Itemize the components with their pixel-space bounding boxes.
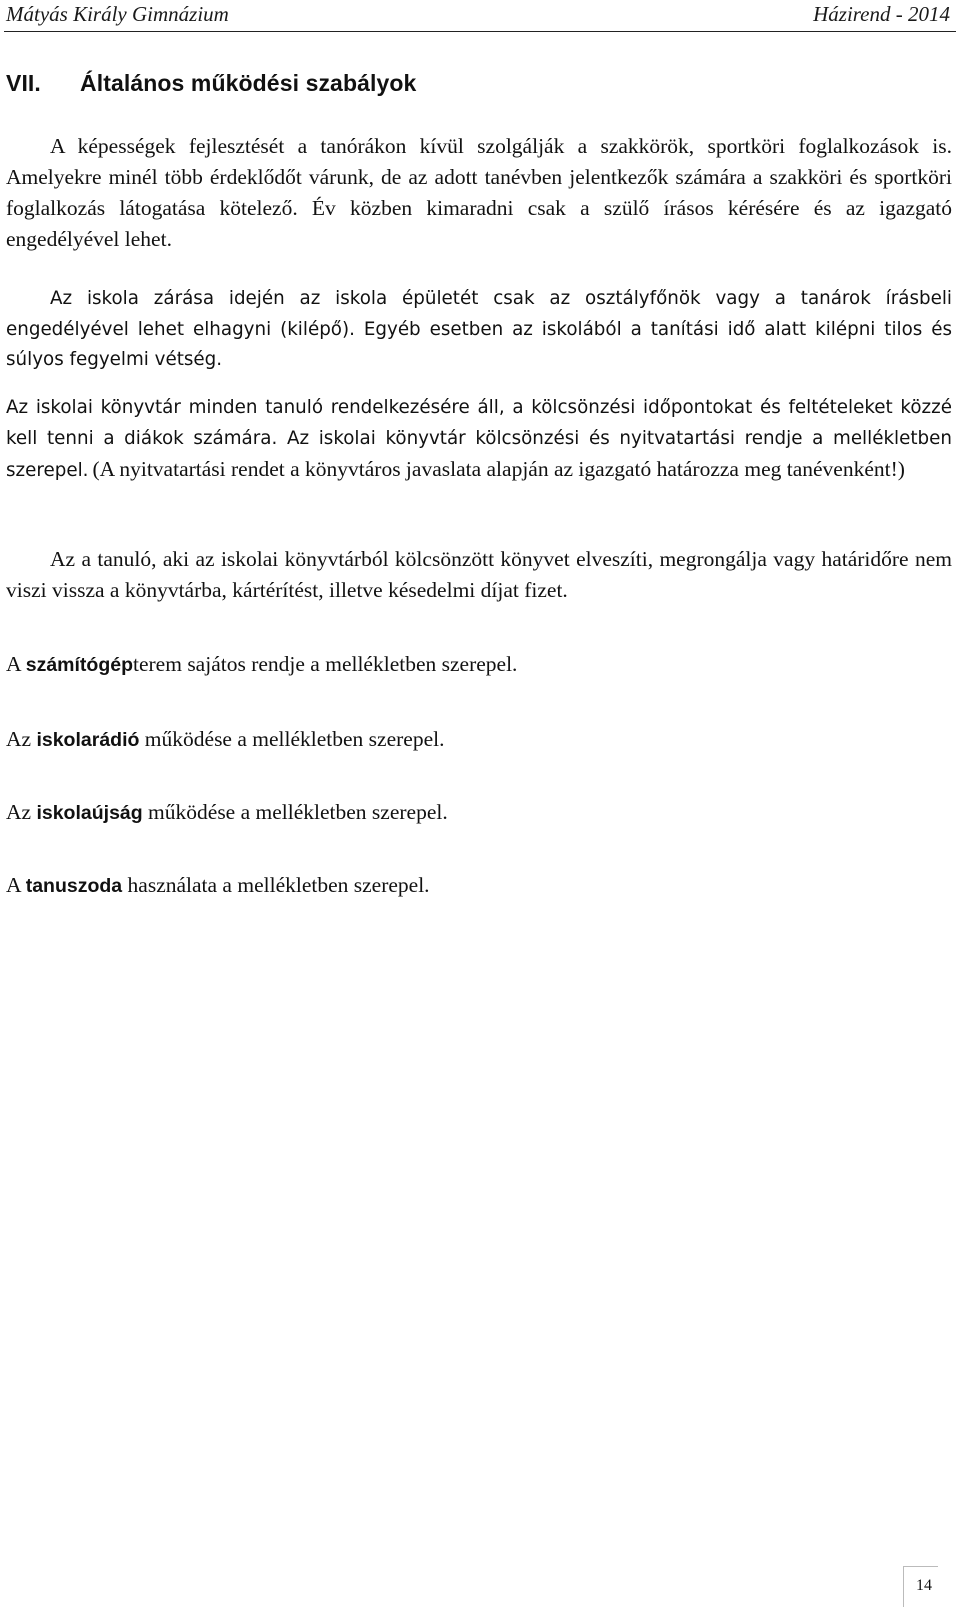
item-text: használata a mellékletben szerepel. xyxy=(122,873,430,897)
paragraph-library-damages xyxy=(6,544,952,606)
section-heading xyxy=(6,70,416,97)
item-prefix: Az xyxy=(6,727,37,751)
rule-item-school-newspaper xyxy=(6,800,448,825)
item-prefix: A xyxy=(6,873,26,897)
header-school-name: Mátyás Király Gimnázium xyxy=(6,2,229,26)
item-keyword: iskolarádió xyxy=(36,729,140,751)
paragraph-text: Az iskolai könyvtár minden tanuló rendelkezésére áll, a kölcsönzési időpontokat és feltételeket közzé kell tenni a diákok számára. Az iskolai könyvtár kölcsönzési és nyitvatartási rendje a mellékletben szerepel. xyxy=(6,397,952,481)
page-header xyxy=(0,0,960,30)
rule-item-computer-room xyxy=(6,652,517,677)
paragraph-text-note: (A nyitvatartási rendet a könyvtáros javaslata alapján az igazgató határozza meg tanévenként!) xyxy=(92,457,905,481)
paragraph-school-closure xyxy=(6,284,952,376)
item-text: terem sajátos rendje a mellékletben szerepel. xyxy=(133,652,518,676)
paragraph-library xyxy=(6,393,952,487)
item-keyword: tanuszoda xyxy=(25,875,123,897)
item-keyword: iskolaújság xyxy=(36,802,143,824)
item-prefix: Az xyxy=(6,800,37,824)
paragraph-text: Az iskola zárása idején az iskola épületét csak az osztályfőnök vagy a tanárok írásbeli engedélyével lehet elhagyni (kilépő). Egyéb esetben az iskolából a tanítási idő alatt kilépni tilos és súlyos fegyelmi vétség. xyxy=(6,288,952,370)
item-keyword: számítógép xyxy=(25,654,133,676)
paragraph-text: Az a tanuló, aki az iskolai könyvtárból kölcsönzött könyvet elveszíti, megrongálja vagy határidőre nem viszi vissza a könyvtárba, kártérítést, illetve késedelmi díjat fizet. xyxy=(6,547,952,602)
section-title: Általános működési szabályok xyxy=(80,70,417,96)
item-text: működése a mellékletben szerepel. xyxy=(142,800,448,824)
rule-item-school-pool xyxy=(6,873,430,898)
item-text: működése a mellékletben szerepel. xyxy=(139,727,445,751)
item-prefix: A xyxy=(6,652,26,676)
section-number: VII. xyxy=(6,70,41,96)
paragraph-extracurricular xyxy=(6,131,952,255)
header-divider xyxy=(4,31,956,32)
paragraph-text: A képességek fejlesztését a tanórákon kívül szolgálják a szakkörök, sportköri foglalkozások is. Amelyekre minél több érdeklődőt várunk, de az adott tanévben jelentkezők számára a szakköri és sportköri foglalkozás látogatása kötelező. Év közben kimaradni csak a szülő írásos kérésére és az igazgató engedélyével lehet. xyxy=(6,134,952,251)
page-number: 14 xyxy=(916,1577,932,1594)
header-document-title: Házirend - 2014 xyxy=(813,2,950,26)
rule-item-school-radio xyxy=(6,727,444,752)
